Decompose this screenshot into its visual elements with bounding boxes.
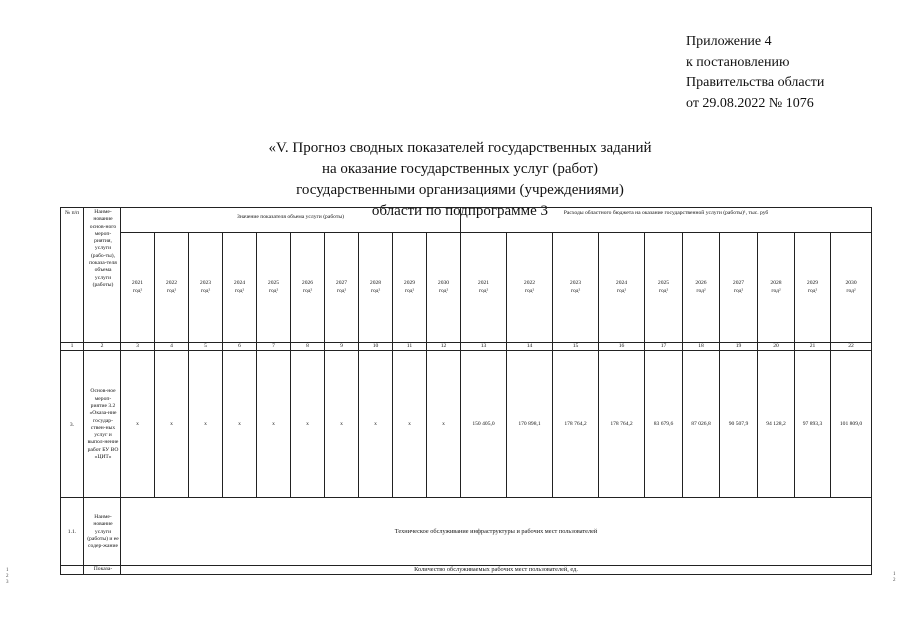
year-header-cell bbox=[599, 233, 645, 343]
year-label: 2023 bbox=[199, 280, 212, 287]
year-header-cell bbox=[758, 233, 795, 343]
volume-value-cell: x bbox=[427, 351, 461, 498]
year-header-cell bbox=[427, 233, 461, 343]
year-header-cell bbox=[683, 233, 720, 343]
year-label: 2030 bbox=[845, 280, 857, 287]
year-label: 2022 bbox=[165, 280, 178, 287]
edge-mark-left: 1 2 3 bbox=[6, 568, 9, 585]
column-number-cell: 17 bbox=[645, 343, 683, 351]
year-header-cell bbox=[223, 233, 257, 343]
column-number-row bbox=[61, 343, 872, 351]
year-suffix: год² bbox=[570, 287, 581, 294]
service-description: Техническое обслуживание инфраструктуры и рабочих мест пользователей bbox=[121, 498, 872, 566]
column-number-cell: 3 bbox=[121, 343, 155, 351]
year-header-cell bbox=[155, 233, 189, 343]
year-header-cell bbox=[325, 233, 359, 343]
year-label: 2026 bbox=[695, 280, 707, 287]
volume-value-cell: x bbox=[223, 351, 257, 498]
table-row bbox=[61, 566, 872, 574]
row-no-empty bbox=[61, 566, 84, 574]
volume-value-cell: x bbox=[189, 351, 223, 498]
year-header-cell bbox=[795, 233, 831, 343]
year-suffix: год² bbox=[200, 287, 211, 294]
year-label: 2030 bbox=[437, 280, 450, 287]
table-row bbox=[61, 498, 872, 566]
column-number-cell: 10 bbox=[359, 343, 393, 351]
year-suffix: год² bbox=[696, 287, 706, 294]
table-row bbox=[61, 351, 872, 498]
year-suffix: год² bbox=[166, 287, 177, 294]
year-label: 2026 bbox=[301, 280, 314, 287]
year-label: 2025 bbox=[267, 280, 280, 287]
expense-value-cell: 87 026,8 bbox=[683, 351, 720, 498]
expense-value-cell: 83 679,6 bbox=[645, 351, 683, 498]
year-suffix: год² bbox=[404, 287, 415, 294]
column-number-cell: 16 bbox=[599, 343, 645, 351]
year-suffix: год² bbox=[616, 287, 627, 294]
forecast-table bbox=[60, 207, 872, 575]
appendix-line: Приложение 4 bbox=[686, 34, 772, 49]
edge-mark-right: 1 2 bbox=[893, 572, 896, 583]
expense-value-cell: 150 405,0 bbox=[461, 351, 507, 498]
column-number-cell: 14 bbox=[507, 343, 553, 351]
volume-value-cell: x bbox=[257, 351, 291, 498]
year-suffix: год² bbox=[771, 287, 781, 294]
column-number-cell: 6 bbox=[223, 343, 257, 351]
year-suffix: год² bbox=[268, 287, 279, 294]
year-suffix: год² bbox=[807, 287, 818, 294]
column-number-cell: 18 bbox=[683, 343, 720, 351]
volume-value-cell: x bbox=[121, 351, 155, 498]
year-label: 2021 bbox=[131, 280, 144, 287]
title-line: государственными организациями (учреждениями) bbox=[296, 182, 624, 198]
column-number-cell: 19 bbox=[720, 343, 758, 351]
header-cell-name: Наиме-нование основ-ного мероп-риятия, услуги (рабо-ты), показа-теля объема услуги (работы) bbox=[84, 208, 121, 343]
year-label: 2029 bbox=[806, 280, 819, 287]
volume-value-cell: x bbox=[393, 351, 427, 498]
year-suffix: год² bbox=[733, 287, 744, 294]
year-header-cell bbox=[291, 233, 325, 343]
column-number-cell: 21 bbox=[795, 343, 831, 351]
header-cell-no: № п/п bbox=[61, 208, 84, 343]
column-number-cell: 1 bbox=[61, 343, 84, 351]
header-group-expenses: Расходы областного бюджета на оказание государственной услуги (работы)¹, тыс. руб bbox=[461, 208, 872, 233]
year-header-cell bbox=[461, 233, 507, 343]
year-suffix: год² bbox=[658, 287, 669, 294]
title-line: области по подпрограмме 3 bbox=[371, 203, 549, 219]
expense-value-cell: 170 898,1 bbox=[507, 351, 553, 498]
year-suffix: год² bbox=[132, 287, 143, 294]
expense-value-cell: 178 764,2 bbox=[599, 351, 645, 498]
column-number-cell: 4 bbox=[155, 343, 189, 351]
title-line: на оказание государственных услуг (работ) bbox=[321, 161, 599, 177]
year-header-cell bbox=[121, 233, 155, 343]
appendix-line: Правительства области bbox=[686, 75, 825, 90]
year-label: 2027 bbox=[335, 280, 348, 287]
column-number-cell: 2 bbox=[84, 343, 121, 351]
row-no: 3. bbox=[61, 351, 84, 498]
column-number-cell: 8 bbox=[291, 343, 325, 351]
appendix-block bbox=[686, 32, 896, 114]
year-header-cell bbox=[189, 233, 223, 343]
appendix-line: к постановлению bbox=[686, 54, 790, 70]
row-name: Наиме-нование услуги (работы) и ее содер-жание bbox=[84, 498, 121, 566]
year-label: 2023 bbox=[569, 280, 582, 287]
volume-value-cell: x bbox=[291, 351, 325, 498]
year-label: 2028 bbox=[770, 280, 782, 287]
year-header-cell bbox=[720, 233, 758, 343]
row-name: Основ-ное мероп-риятие 3.2 «Оказа-ние государ-ствен-ных услуг и выпол-нение работ БУ ВО «ЦИТ» bbox=[84, 351, 121, 498]
appendix-line: от 29.08.2022 № 1076 bbox=[686, 95, 814, 111]
expense-value-cell: 178 764,2 bbox=[553, 351, 599, 498]
title-line: «V. Прогноз сводных показателей государственных заданий bbox=[268, 140, 652, 156]
column-number-cell: 12 bbox=[427, 343, 461, 351]
year-label: 2028 bbox=[369, 280, 382, 287]
year-header-cell bbox=[257, 233, 291, 343]
year-suffix: год² bbox=[370, 287, 381, 294]
year-header-row bbox=[61, 233, 872, 343]
year-header-cell bbox=[507, 233, 553, 343]
year-suffix: год² bbox=[478, 287, 489, 294]
row-name: Показа- bbox=[84, 566, 121, 574]
year-header-cell bbox=[393, 233, 427, 343]
year-label: 2021 bbox=[477, 280, 490, 287]
expense-value-cell: 97 893,3 bbox=[795, 351, 831, 498]
volume-value-cell: x bbox=[155, 351, 189, 498]
column-number-cell: 13 bbox=[461, 343, 507, 351]
year-header-cell bbox=[553, 233, 599, 343]
column-number-cell: 20 bbox=[758, 343, 795, 351]
year-header-cell bbox=[645, 233, 683, 343]
column-number-cell: 5 bbox=[189, 343, 223, 351]
volume-value-cell: x bbox=[359, 351, 393, 498]
column-number-cell: 7 bbox=[257, 343, 291, 351]
column-number-cell: 15 bbox=[553, 343, 599, 351]
year-suffix: год² bbox=[524, 287, 535, 294]
year-suffix: год² bbox=[302, 287, 313, 294]
indicator-description: Количество обслуживаемых рабочих мест пользователей, ед. bbox=[121, 566, 872, 574]
year-label: 2029 bbox=[403, 280, 416, 287]
year-suffix: год² bbox=[234, 287, 245, 294]
year-suffix: год² bbox=[336, 287, 347, 294]
column-number-cell: 9 bbox=[325, 343, 359, 351]
year-label: 2024 bbox=[233, 280, 246, 287]
column-number-cell: 11 bbox=[393, 343, 427, 351]
year-header-cell bbox=[359, 233, 393, 343]
year-suffix: год² bbox=[846, 287, 856, 294]
year-label: 2024 bbox=[615, 280, 628, 287]
header-group-volume: Значение показателя объема услуги (работы) bbox=[121, 208, 461, 233]
volume-value-cell: x bbox=[325, 351, 359, 498]
row-no: 1.1. bbox=[61, 498, 84, 566]
year-label: 2025 bbox=[657, 280, 670, 287]
expense-value-cell: 101 809,0 bbox=[831, 351, 872, 498]
year-label: 2022 bbox=[523, 280, 536, 287]
expense-value-cell: 90 507,9 bbox=[720, 351, 758, 498]
year-label: 2027 bbox=[732, 280, 745, 287]
column-number-cell: 22 bbox=[831, 343, 872, 351]
expense-value-cell: 94 128,2 bbox=[758, 351, 795, 498]
year-suffix: год² bbox=[438, 287, 449, 294]
year-header-cell bbox=[831, 233, 872, 343]
